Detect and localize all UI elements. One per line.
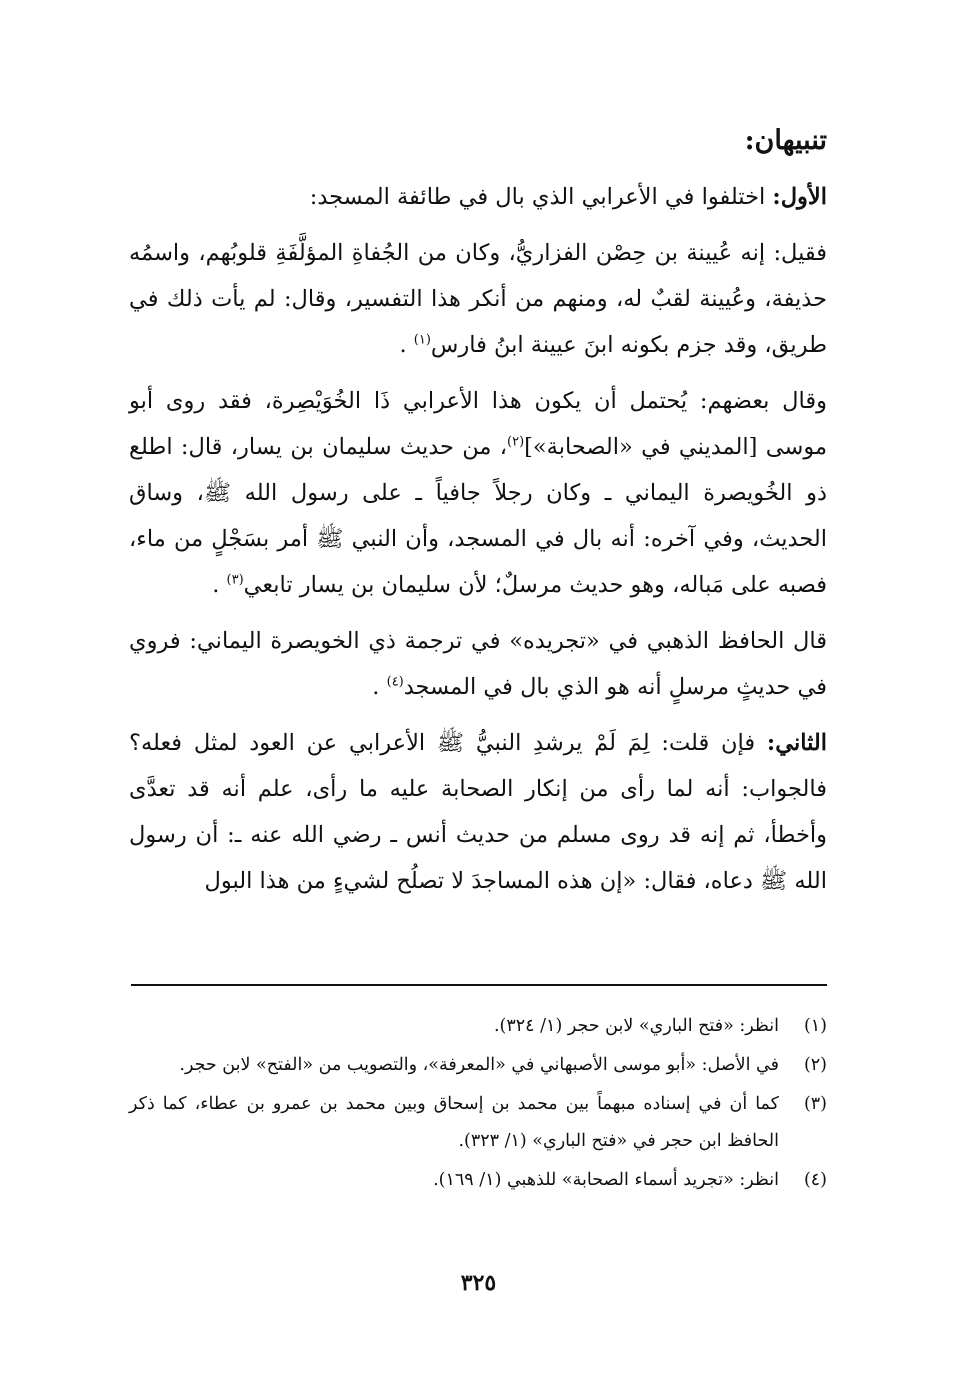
paragraph-end: .	[372, 674, 380, 700]
paragraph-text: فإن قلت: لِمَ لَمْ يرشدِ النبيُّ ﷺ الأعرابي عن العود لمثل فعله؟ فالجواب: أنه لما رأى من إنكار الصحابة عليه ما رأى، علم أنه قد تعدَّى وأخطأ، ثم إنه قد روى مسلم من حديث أنس ـ رضي الله عنه ـ: أن رسول الله ﷺ دعاه، فقال: «إن هذه المساجدَ لا تصلُح لشيءٍ من هذا البول	[129, 730, 827, 894]
paragraph-end: .	[399, 332, 407, 358]
paragraph-dhahabi	[129, 618, 827, 710]
paragraph-khuwaysira	[129, 378, 827, 608]
paragraph-uyayna	[129, 230, 827, 368]
paragraph-text: فقيل: إنه عُيينة بن حِصْن الفزاريُّ، وكان من الجُفاةِ المؤلَّفَةِ قلوبُهم، واسمُه حذيفة، وعُيينة لقبٌ له، ومنهم من أنكر هذا التفسير، وقال: لم يأت ذلك في طريق، وقد جزم بكونه ابنَ عيينة ابنُ فارس	[129, 240, 827, 358]
footnotes	[129, 1008, 827, 1201]
paragraph-text: قال الحافظ الذهبي في «تجريده» في ترجمة ذي الخويصرة اليماني: فروي في حديثٍ مرسلٍ أنه هو الذي بال في المسجد	[129, 628, 827, 700]
paragraph-end: .	[212, 572, 220, 598]
footnote-item	[129, 1047, 827, 1084]
footnote-number: (٤)	[803, 1170, 827, 1190]
paragraph-text: ، من حديث سليمان بن يسار، قال: اطلع ذو الخُويصرة اليماني ـ وكان رجلاً جافياً ـ على رسول الله ﷺ، وساق الحديث، وفي آخره: أنه بال في المسجد، وأن النبي ﷺ أمر بسَجْلٍ من ماء، فصبه على مَباله، وهو حديث مرسلٌ؛ لأن سليمان بن يسار تابعي	[129, 434, 827, 598]
footnote-text: انظر: «تجريد أسماء الصحابة» للذهبي (١/ ١٦٩).	[433, 1170, 779, 1190]
footnote-text: كما أن في إسناده مبهماً بين محمد بن إسحاق وبين محمد بن عمرو بن عطاء، كما ذكر الحافظ ابن حجر في «فتح الباري» (١/ ٣٢٣).	[129, 1094, 779, 1151]
paragraph-lead: الأول:	[772, 184, 827, 210]
footnote-item	[129, 1008, 827, 1045]
footnote-ref[interactable]: (٣)	[226, 572, 244, 588]
footnote-number: (٣)	[803, 1094, 827, 1114]
footnote-ref[interactable]: (١)	[413, 332, 431, 348]
footnote-ref[interactable]: (٤)	[386, 674, 404, 690]
footnote-item	[129, 1086, 827, 1160]
footnote-text: انظر: «فتح الباري» لابن حجر (١/ ٣٢٤).	[493, 1016, 779, 1036]
paragraph-text: اختلفوا في الأعرابي الذي بال في طائفة المسجد:	[309, 184, 773, 210]
paragraph-first	[129, 174, 827, 220]
paragraph-lead: الثاني:	[766, 730, 827, 756]
main-text	[129, 118, 827, 914]
paragraph-text: وقال بعضهم: يُحتمل أن يكون هذا الأعرابي ذَا الخُوَيْصِرة، فقد روى أبو موسى [المديني في «الصحابة»]	[129, 388, 828, 460]
page-number: ٣٢٥	[460, 1270, 497, 1296]
footnote-number: (٢)	[803, 1055, 827, 1075]
footnote-divider	[131, 984, 827, 986]
paragraph-second	[129, 720, 827, 904]
footnote-text: في الأصل: «أبو موسى الأصبهاني في «المعرفة»، والتصويب من «الفتح» لابن حجر.	[179, 1055, 779, 1075]
footnote-item	[129, 1162, 827, 1199]
footnote-ref[interactable]: (٢)	[507, 434, 525, 450]
section-heading: تنبيهان:	[744, 125, 827, 156]
footnote-number: (١)	[803, 1016, 827, 1036]
